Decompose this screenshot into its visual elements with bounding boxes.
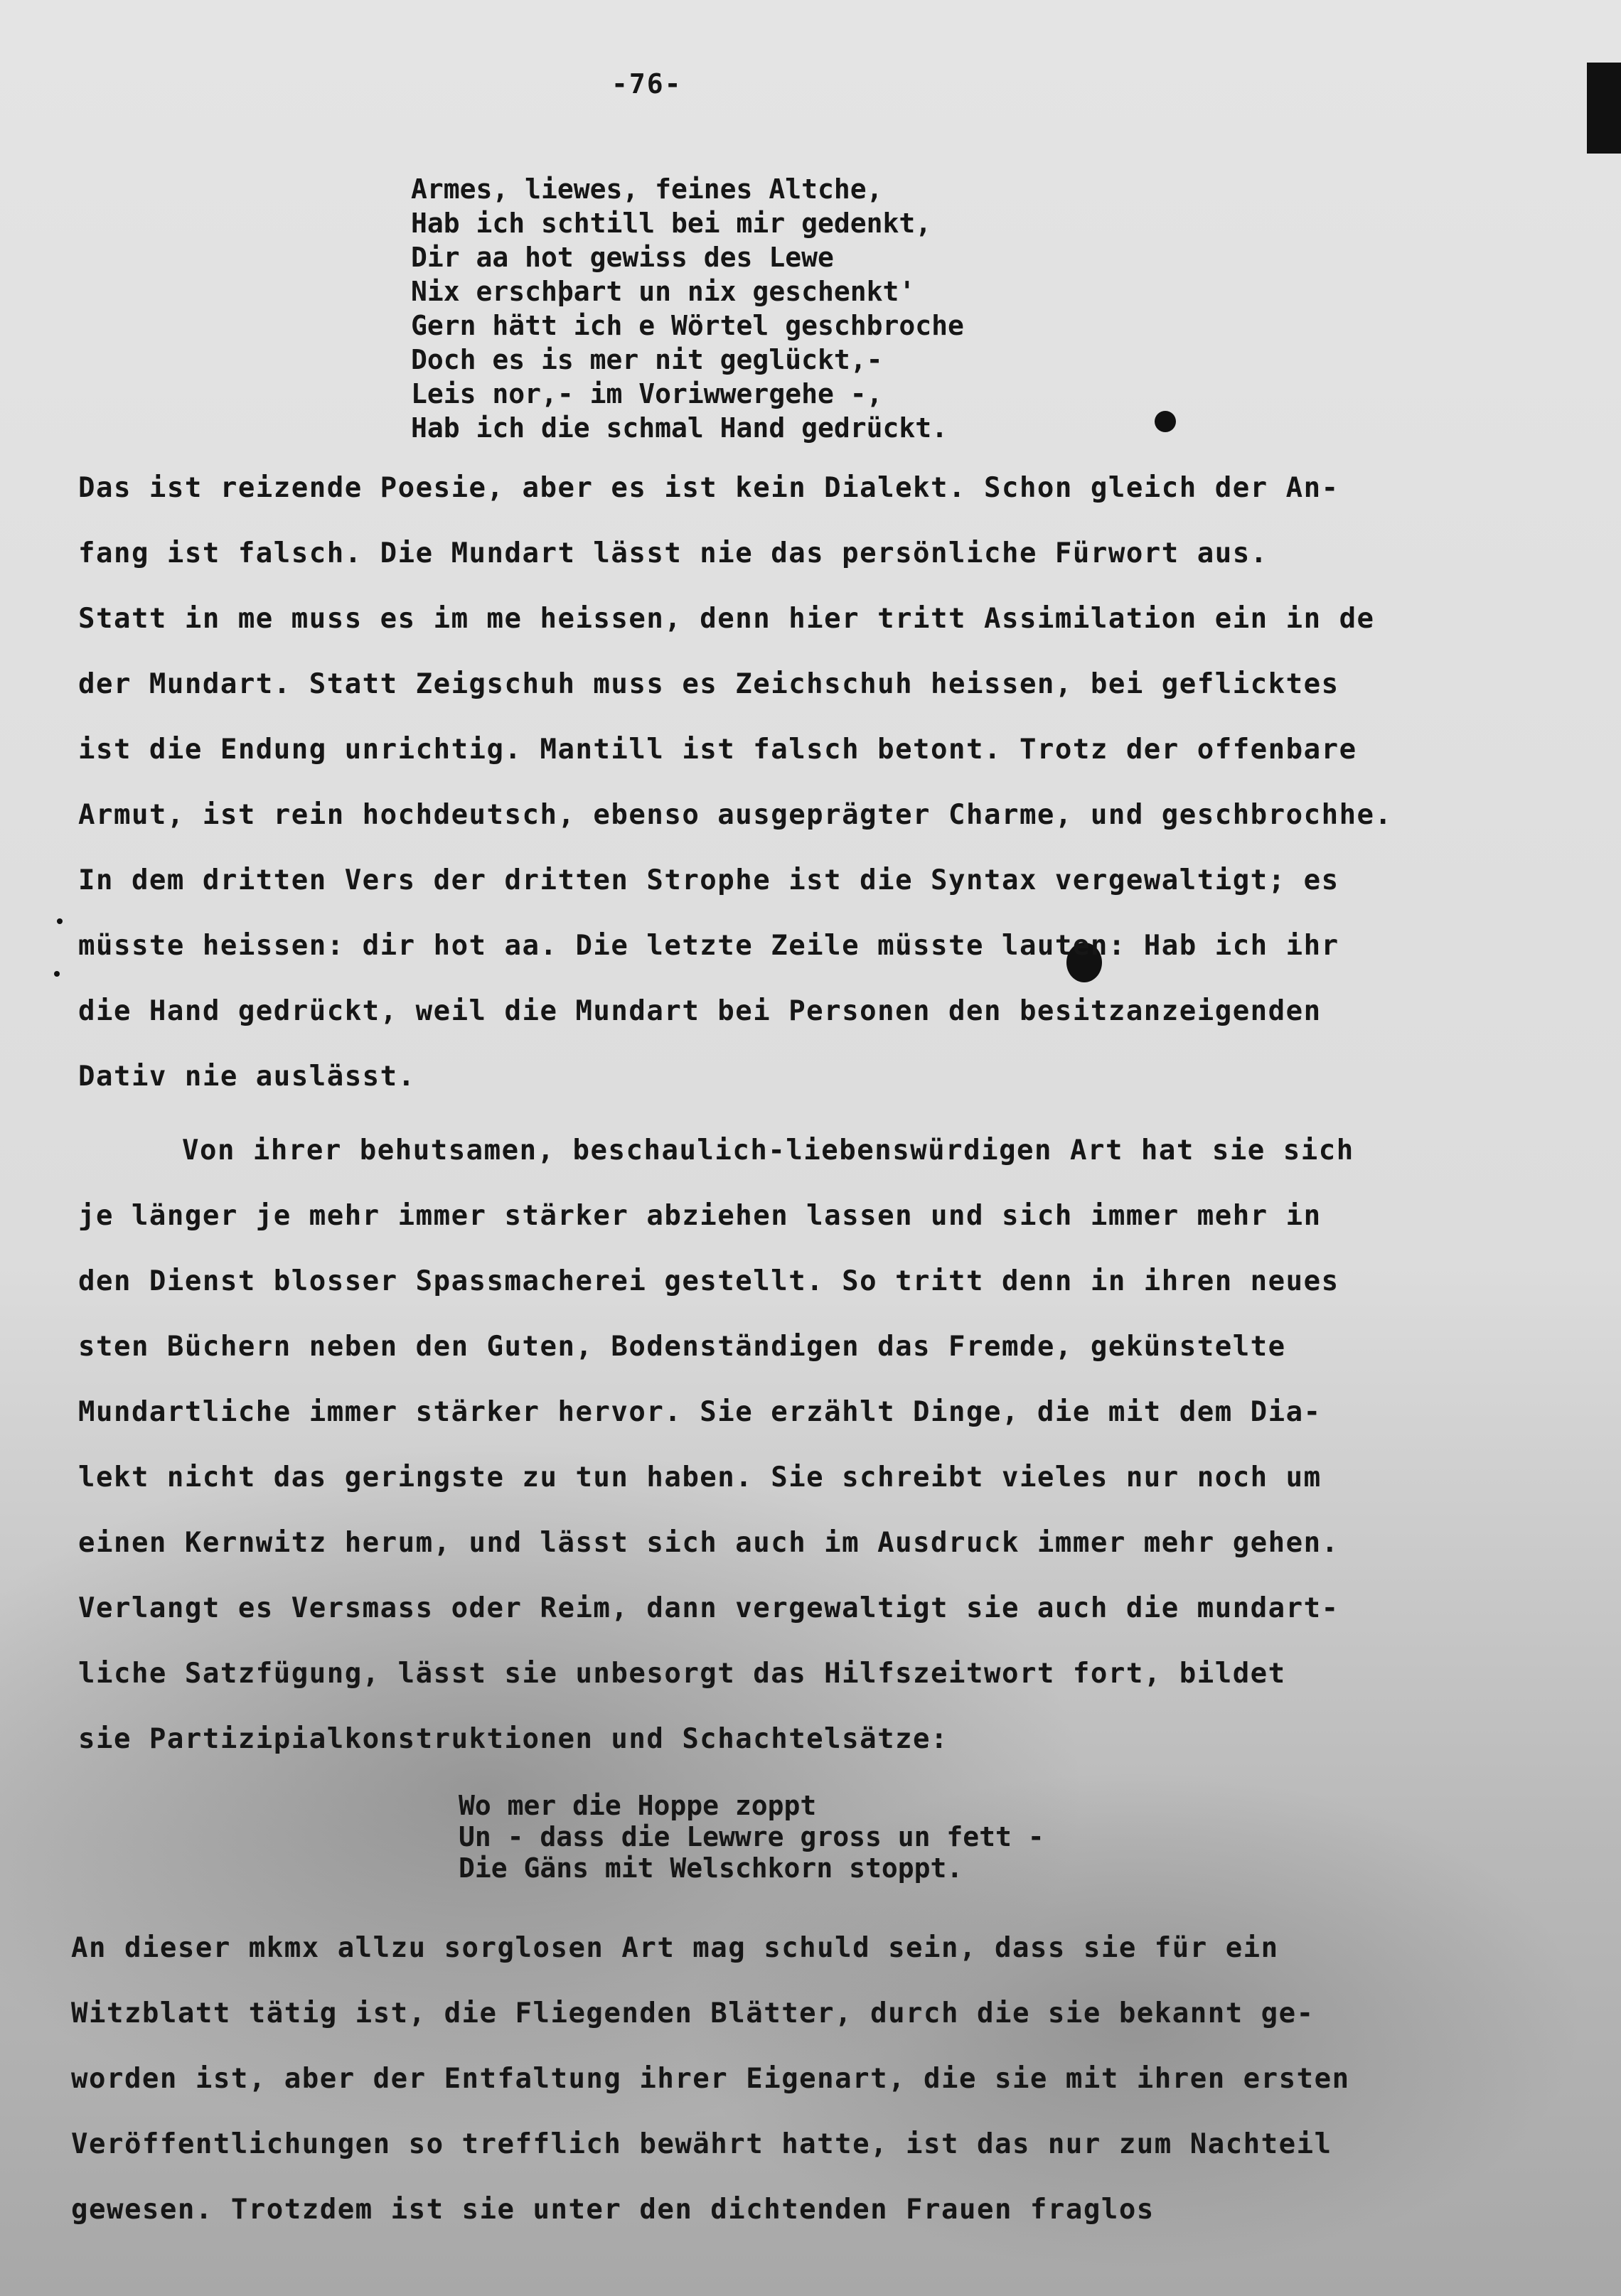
paragraph-line: Dativ nie auslässt.	[78, 1061, 416, 1093]
paragraph-line: gewesen. Trotzdem ist sie unter den dichtenden Frauen fraglos	[71, 2194, 1155, 2226]
paragraph-line: Armut, ist rein hochdeutsch, ebenso ausgeprägter Charme, und geschbrochhe.	[78, 799, 1393, 831]
page-edge-tab	[1587, 63, 1621, 154]
poem-stanza	[411, 172, 964, 445]
paragraph-line: der Mundart. Statt Zeigschuh muss es Zeichschuh heissen, bei geflicktes	[78, 668, 1339, 700]
page-number: -76-	[611, 68, 683, 100]
poem-line: Armes, liewes, feines Altche,	[411, 173, 883, 205]
verse-line: Die Gäns mit Welschkorn stoppt.	[459, 1852, 963, 1884]
paragraph-line: liche Satzfügung, lässt sie unbesorgt das Hilfszeitwort fort, bildet	[78, 1658, 1286, 1690]
paragraph-line: Statt in me muss es im me heissen, denn hier tritt Assimilation ein in de	[78, 603, 1375, 635]
poem-line: Leis nor,- im Voriwwergehe -,	[411, 378, 883, 409]
paragraph-line: die Hand gedrückt, weil die Mundart bei Personen den besitzanzeigenden	[78, 995, 1322, 1027]
quoted-verse	[459, 1790, 1044, 1884]
ink-speck	[57, 918, 63, 924]
paragraph-line: Veröffentlichungen so trefflich bewährt hatte, ist das nur zum Nachteil	[71, 2128, 1332, 2160]
ink-speck	[54, 971, 60, 977]
ink-blot	[1155, 411, 1176, 432]
paragraph-line: müsste heissen: dir hot aa. Die letzte Zeile müsste lauten: Hab ich ihr	[78, 930, 1339, 962]
paragraph-line: fang ist falsch. Die Mundart lässt nie das persönliche Fürwort aus.	[78, 537, 1268, 569]
poem-line: Dir aa hot gewiss des Lewe	[411, 242, 834, 273]
paragraph-line: Verlangt es Versmass oder Reim, dann vergewaltigt sie auch die mundart-	[78, 1592, 1339, 1624]
paragraph-line: Mundartliche immer stärker hervor. Sie erzählt Dinge, die mit dem Dia-	[78, 1396, 1322, 1428]
paragraph-line: sten Büchern neben den Guten, Bodenständigen das Fremde, gekünstelte	[78, 1331, 1286, 1363]
paragraph-line: einen Kernwitz herum, und lässt sich auch im Ausdruck immer mehr gehen.	[78, 1527, 1339, 1559]
poem-line: Doch es is mer nit geglückt,-	[411, 344, 883, 375]
poem-line: Hab ich schtill bei mir gedenkt,	[411, 208, 932, 239]
paragraph-line: den Dienst blosser Spassmacherei gestellt. So tritt denn in ihren neues	[78, 1265, 1339, 1297]
verse-line: Un - dass die Lewwre gross un fett -	[459, 1821, 1044, 1852]
paragraph-line: je länger je mehr immer stärker abziehen lassen und sich immer mehr in	[78, 1200, 1322, 1232]
poem-line: Gern hätt ich e Wörtel geschbroche	[411, 310, 964, 341]
verse-line: Wo mer die Hoppe zoppt	[459, 1790, 817, 1821]
paragraph-line: ist die Endung unrichtig. Mantill ist falsch betont. Trotz der offenbare	[78, 734, 1357, 766]
poem-line: Hab ich die schmal Hand gedrückt.	[411, 412, 948, 444]
paragraph-line: lekt nicht das geringste zu tun haben. Sie schreibt vieles nur noch um	[78, 1461, 1322, 1493]
paragraph-line: An dieser mkmx allzu sorglosen Art mag schuld sein, dass sie für ein	[71, 1932, 1279, 1964]
paragraph-line: Von ihrer behutsamen, beschaulich-liebenswürdigen Art hat sie sich	[182, 1134, 1354, 1166]
paragraph-line: worden ist, aber der Entfaltung ihrer Eigenart, die sie mit ihren ersten	[71, 2063, 1350, 2095]
poem-line: Nix erschþart un nix geschenkt'	[411, 276, 916, 307]
paragraph-line: Witzblatt tätig ist, die Fliegenden Blätter, durch die sie bekannt ge-	[71, 1997, 1315, 2029]
paragraph-line: Das ist reizende Poesie, aber es ist kein Dialekt. Schon gleich der An-	[78, 472, 1339, 504]
paragraph-line: In dem dritten Vers der dritten Strophe ist die Syntax vergewaltigt; es	[78, 864, 1339, 896]
paragraph-line: sie Partizipialkonstruktionen und Schachtelsätze:	[78, 1723, 949, 1755]
